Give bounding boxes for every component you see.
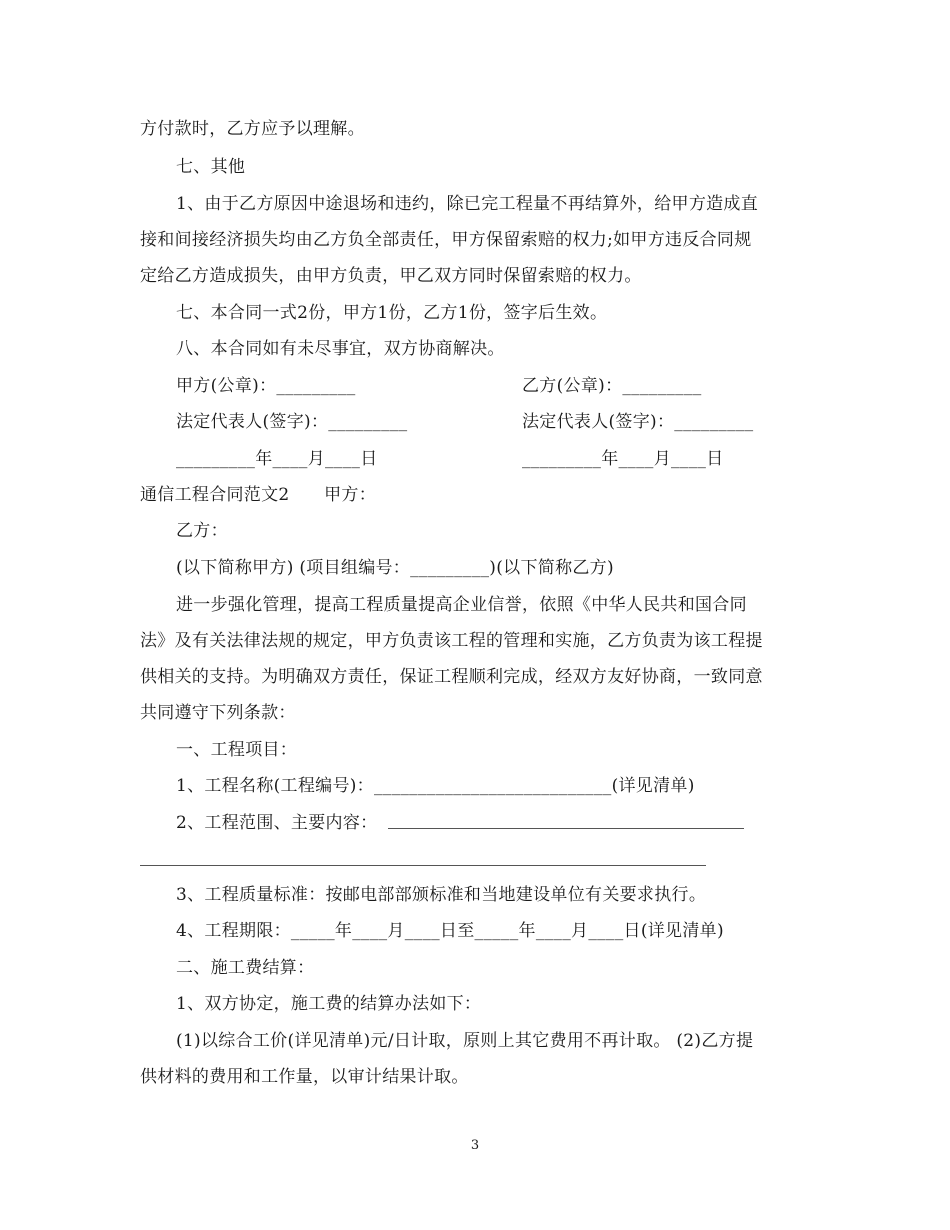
- text-line: 供相关的支持。为明确双方责任，保证工程顺利完成，经双方友好协商，一致同意: [140, 667, 763, 687]
- party-a-date-field: _________年____月____日: [176, 449, 378, 469]
- text-line: 接和间接经济损失均由乙方负全部责任，甲方保留索赔的权力;如甲方违反合同规: [140, 230, 752, 250]
- section-heading: 二、施工费结算：: [176, 958, 315, 978]
- party-b-representative-field: 法定代表人(签字)：_________: [522, 412, 754, 432]
- party-a-representative-field: 法定代表人(签字)：_________: [176, 412, 408, 432]
- text-line: 乙方：: [176, 521, 228, 541]
- text-line: 1、双方协定，施工费的结算办法如下：: [176, 994, 482, 1014]
- text-line: 共同遵守下列条款：: [140, 703, 296, 723]
- text-line: 方付款时，乙方应予以理解。: [140, 119, 365, 139]
- section-heading: 一、工程项目：: [176, 740, 298, 760]
- fill-in-blank-line: [140, 865, 706, 866]
- text-line: 供材料的费用和工作量，以审计结果计取。: [140, 1067, 469, 1087]
- text-line: 4、工程期限：_____年____月____日至_____年____月____日(详见清单): [176, 921, 724, 941]
- text-line: 1、工程名称(工程编号)：___________________________(详见清单): [176, 776, 695, 796]
- page-number: 3: [470, 1138, 480, 1153]
- text-line: 定给乙方造成损失，由甲方负责，甲乙双方同时保留索赔的权力。: [140, 266, 642, 286]
- party-b-date-field: _________年____月____日: [522, 449, 724, 469]
- text-line: (以下简称甲方) (项目组编号：_________)(以下简称乙方): [176, 558, 614, 578]
- text-line: 1、由于乙方原因中途退场和违约，除已完工程量不再结算外，给甲方造成直: [176, 194, 759, 214]
- document-title: 通信工程合同范文2 甲方：: [140, 485, 377, 505]
- text-line: 法》及有关法律法规的规定，甲方负责该工程的管理和实施，乙方负责为该工程提: [140, 631, 763, 651]
- party-a-seal-field: 甲方(公章)：_________: [176, 376, 356, 396]
- text-line: 八、本合同如有未尽事宜，双方协商解决。: [176, 339, 505, 359]
- text-line: 3、工程质量标准：按邮电部部颁标准和当地建设单位有关要求执行。: [176, 885, 707, 905]
- section-heading: 七、其他: [176, 157, 246, 177]
- text-line: (1)以综合工价(详见清单)元/日计取，原则上其它费用不再计取。 (2)乙方提: [176, 1031, 754, 1051]
- fill-in-blank-line: [388, 828, 744, 829]
- text-line: 进一步强化管理，提高工程质量提高企业信誉，依照《中华人民共和国合同: [176, 595, 747, 615]
- party-b-seal-field: 乙方(公章)：_________: [522, 376, 702, 396]
- text-line: 七、本合同一式2份，甲方1份，乙方1份，签字后生效。: [176, 303, 608, 323]
- text-line: 2、工程范围、主要内容：: [176, 813, 378, 833]
